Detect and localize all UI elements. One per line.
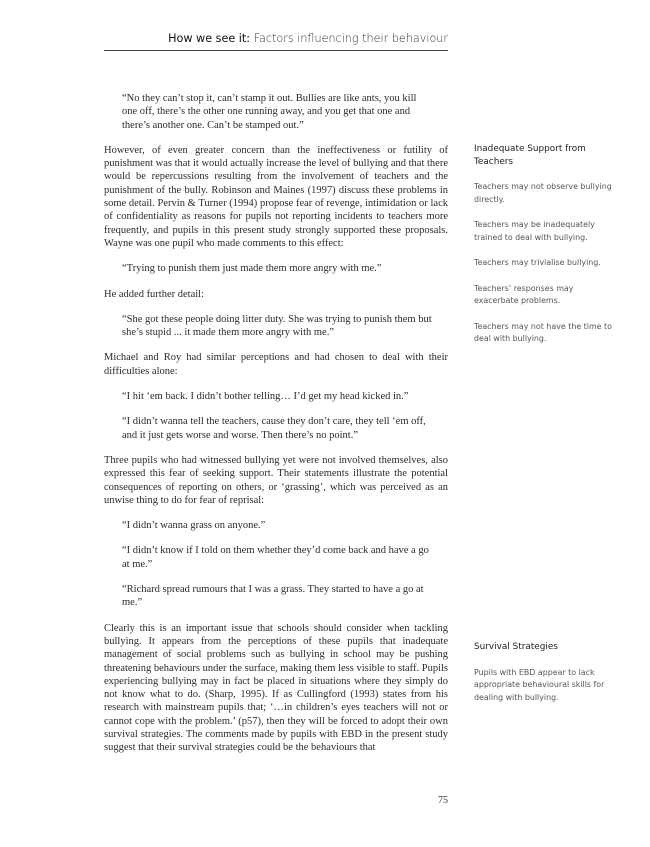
margin-note-item: Teachers may not observe bullying directly. xyxy=(474,182,612,204)
margin-note-item: Teachers’ responses may exacerbate problems. xyxy=(474,283,574,305)
body-paragraph: Michael and Roy had similar perceptions and had chosen to deal with their difficulties alone: xyxy=(104,352,448,377)
quote-block: “Trying to punish them just made them more angry with me.” xyxy=(122,263,382,275)
margin-note-item: Teachers may not have the time to deal with bullying. xyxy=(474,321,612,343)
page-number: 75 xyxy=(438,795,448,806)
quote-block: “I hit ‘em back. I didn’t bother telling… I’d get my head kicked in.” xyxy=(122,391,409,403)
quote-block: “I didn’t wanna tell the teachers, cause they don’t care, they tell ‘em off, and it just gets worse and worse. Then there’s no point.” xyxy=(122,416,426,441)
running-header xyxy=(104,32,448,45)
margin-note-heading: Inadequate Support from Teachers xyxy=(474,144,586,167)
margin-note-item: Teachers may be inadequately trained to deal with bullying. xyxy=(474,220,595,242)
quote-block: “No they can’t stop it, can’t stamp it out. Bullies are like ants, you kill one off, there’s the other one running away, and you get that one and there’s another one. Can’t be stamped out.” xyxy=(122,93,417,131)
margin-note-item: Teachers may trivialise bullying. xyxy=(474,258,601,267)
running-header-title: How we see it: xyxy=(168,32,251,45)
body-paragraph: However, of even greater concern than the ineffectiveness or futility of punishment was that it would actually increase the level of bullying and that there would be repercussions resulting from the involvement of teachers and the punishment of the bully. Robinson and Maines (1997) discuss these problems in some detail. Pervin & Turner (1994) propose fear of revenge, intimidation or lack of confidentiality as reasons for pupils not reporting incidents to teachers more frequently, and pupils in this present study strongly supported these proposals. Wayne was one pupil who made comments to this effect: xyxy=(104,144,448,249)
running-header-subtitle: Factors influencing their behaviour xyxy=(253,32,448,45)
margin-note-item: Pupils with EBD appear to lack appropriate behavioural skills for dealing with bullying. xyxy=(474,667,605,702)
main-text-column xyxy=(104,92,448,755)
quote-block: “I didn’t know if I told on them whether they’d come back and have a go at me.” xyxy=(122,545,429,570)
body-paragraph: He added further detail: xyxy=(104,288,204,300)
margin-note-survival-strategies xyxy=(474,641,614,717)
header-rule xyxy=(104,50,448,51)
quote-block: “I didn’t wanna grass on anyone.” xyxy=(122,520,266,532)
body-paragraph: Clearly this is an important issue that schools should consider when tackling bullying. It appears from the perceptions of these pupils that inadequate management of social problems such as bullying in school may be pushing threatening behaviours under the surface, making them less visible to staff. Pupils experiencing bullying may in fact be placed in situations where they simply do not know what to do. (Sharp, 1995). If as Cullingford (1993) states from his research with mainstream pupils that; ‘…in children’s eyes teachers will not or cannot cope with the problem.’ (p57), then they will be forced to adopt their own survival strategies. The comments made by pupils with EBD in the present study suggest that their survival strategies could be the behaviours that xyxy=(104,622,448,754)
quote-block: “Richard spread rumours that I was a grass. They started to have a go at me.” xyxy=(122,584,424,609)
margin-note-heading: Survival Strategies xyxy=(474,642,558,652)
margin-note-inadequate-support xyxy=(474,143,614,359)
body-paragraph: Three pupils who had witnessed bullying yet were not involved themselves, also expressed this fear of seeking support. Their statements illustrate the potential consequences of reporting on others, or ‘grassing’, which was perceived as an unwise thing to do for fear of reprisal: xyxy=(104,454,448,506)
quote-block: “She got these people doing litter duty. She was trying to punish them but she’s stupid ... it made them more angry with me.” xyxy=(122,313,432,339)
